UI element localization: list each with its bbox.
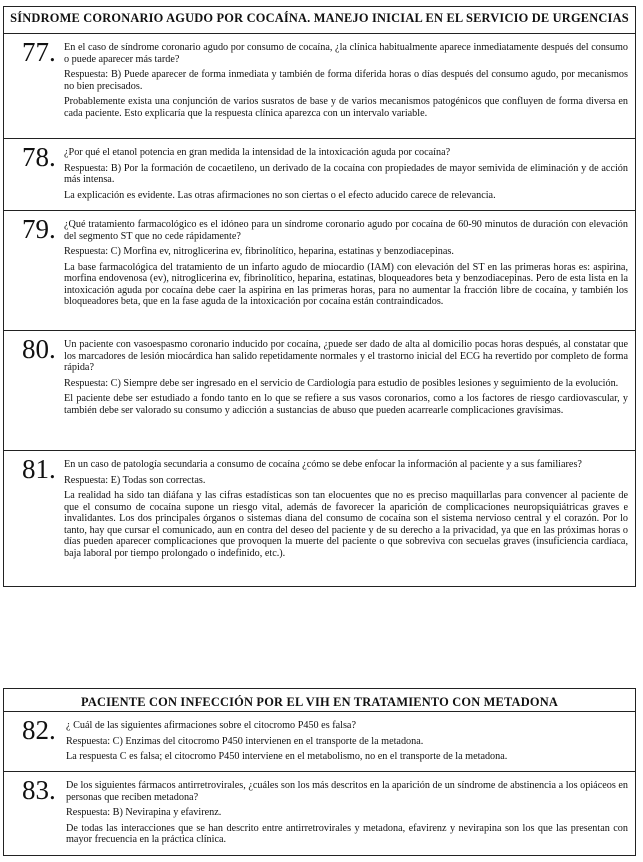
question-number: 79. [22,214,56,244]
explanation-text: Probablemente exista una conjunción de varios susratos de base y de varios mecanismos patogénicos que confluyen de forma diversa en cada paciente. Esto explicaría que la respuesta clínica aparezca con un intervalo variable. [64,96,628,119]
answer-text: Respuesta: B) Por la formación de cocaetileno, un derivado de la cocaína con propiedades de mayor semivida de eliminación y de acción más intensa. [64,162,628,185]
section-box-cocaine [3,6,636,587]
section-box-hiv [3,688,636,856]
question-item-81 [4,451,635,586]
answer-text: Respuesta: C) Siempre debe ser ingresado en el servicio de Cardiología para estudio de posibles lesiones y seguimiento de la evolución. [64,377,619,389]
explanation-text: La explicación es evidente. Las otras afirmaciones no son ciertas o el efecto aducido carece de relevancia. [64,189,496,201]
question-text: Un paciente con vasoespasmo coronario inducido por cocaína, ¿puede ser dado de alta al domicilio pocas horas después, al constatar que los marcadores de lesión miocárdica han salido repetidamente normales y el trastorno inicial del ECG ha revertido por completo de forma rápida? [64,339,628,373]
answer-text: Respuesta: C) Enzimas del citocromo P450 intervienen en el transporte de la metadona. [66,735,424,747]
question-number: 81. [22,454,56,484]
explanation-text: La respuesta C es falsa; el citocromo P450 interviene en el metabolismo, no en el transporte de la metadona. [66,751,508,762]
question-text: De los siguientes fármacos antirretrovirales, ¿cuáles son los más descritos en la aparición de un síndrome de abstinencia a los opiáceos en personas que reciben metadona? [66,780,628,803]
answer-text: Respuesta: B) Puede aparecer de forma inmediata y también de forma diferida horas o días después del consumo agudo, por mecanismos no bien precisados. [64,69,628,92]
question-text: ¿ Cuál de las siguientes afirmaciones sobre el citocromo P450 es falsa? [66,720,356,731]
question-number: 77. [22,37,56,67]
answer-text: Respuesta: E) Todas son correctas. [64,474,206,486]
question-number: 82. [22,715,56,745]
question-text: En el caso de síndrome coronario agudo por consumo de cocaína, ¿la clínica habitualmente aparece inmediatamente después del consumo o puede aparecer más tarde? [64,42,628,65]
question-item-78 [4,139,635,211]
question-number: 78. [22,142,56,172]
section-title: SÍNDROME CORONARIO AGUDO POR COCAÍNA. MANEJO INICIAL EN EL SERVICIO DE URGENCIAS [4,7,635,34]
explanation-text: La base farmacológica del tratamiento de un infarto agudo de miocardio (IAM) con elevación del ST en las primeras horas es: aspirina, morfina endovenosa (ev), nitroglicerina ev, fibrinolítico, heparina, estatinas, bloqueadores beta y benzodiacepinas. Pero de esta lista en la intoxicación aguda por cocaína debe caer la aspirina en las primeras horas, para no aumentar la fracción libre de cocaína, y también los bloqueadores beta, que en la fase aguda de la intoxicación por cocaína están contraindicados. [64,261,628,307]
question-item-82 [4,712,635,772]
section-title: PACIENTE CON INFECCIÓN POR EL VIH EN TRATAMIENTO CON METADONA [4,689,635,712]
answer-text: Respuesta: C) Morfina ev, nitroglicerina ev, fibrinolítico, heparina, estatinas y benzodiacepinas. [64,246,454,257]
question-item-77 [4,34,635,139]
question-text: En un caso de patología secundaria a consumo de cocaína ¿cómo se debe enfocar la información al paciente y a sus familiares? [64,459,582,470]
explanation-text: La realidad ha sido tan diáfana y las cifras estadísticas son tan elocuentes que no es preciso maquillarlas para convencer al paciente de que el consumo de cocaína supone un riesgo vital, además de favorecer la aparición de complicaciones neuropsiquiátricas graves e invalidantes. Los dos principales órganos o sistemas diana del consumo de cocaína son el sistema nervioso central y el corazón. Por lo tanto, hay que cursar el comunicado, aun en contra del deseo del paciente y de su derecho a la privacidad, ya que en las próximas horas o días pueden aparecer complicaciones que provoquen la muerte del paciente o que sobreviva con secuelas graves (insuficiencia cardíaca, baja laboral por tiempo prolongado o indefinido, etc.). [64,490,628,559]
explanation-text: De todas las interacciones que se han descrito entre antirretrovirales y metadona, efavirenz y nevirapina son los que las presentan con mayor frecuencia en la práctica clínica. [66,822,628,845]
question-number: 83. [22,775,56,805]
question-number: 80. [22,334,56,364]
answer-text: Respuesta: B) Nevirapina y efavirenz. [66,807,222,818]
question-item-80 [4,331,635,451]
explanation-text: El paciente debe ser estudiado a fondo tanto en lo que se refiere a sus vasos coronarios, como a los factores de riesgo cardiovascular, y también debe ser valorado su consumo y adicción a sustancias de abuso que pueden acarrearle complicaciones gravísimas. [64,393,628,416]
question-text: ¿Por qué el etanol potencia en gran medida la intensidad de la intoxicación aguda por cocaína? [64,147,451,158]
question-text: ¿Qué tratamiento farmacológico es el idóneo para un síndrome coronario agudo por cocaína de 60-90 minutos de duración con elevación del segmento ST que no cede rápidamente? [64,219,628,242]
question-item-79 [4,211,635,331]
question-item-83 [4,772,635,855]
